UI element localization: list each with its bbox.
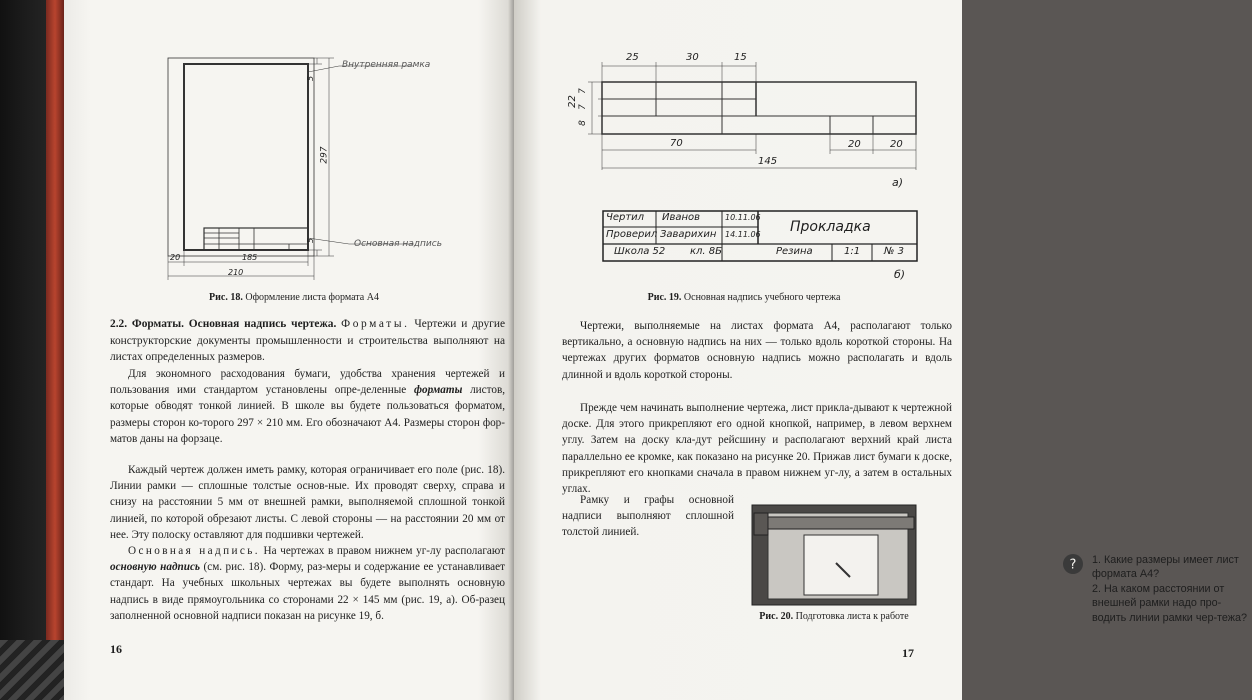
dim-15: 15 <box>734 52 747 63</box>
block-role-checked: Проверил <box>606 229 658 240</box>
figure-19b-label: б) <box>894 268 906 281</box>
figure-19-caption <box>604 292 884 303</box>
right-page <box>514 0 1247 700</box>
svg-text:?: ? <box>1069 557 1077 573</box>
figure-19a-title-block-dimensions <box>577 50 920 180</box>
dim-5-top: 5 <box>306 75 316 82</box>
dim-7a: 7 <box>577 104 588 110</box>
block-role-drawn: Чертил <box>606 212 645 223</box>
dim-8: 8 <box>577 120 588 126</box>
block-scale: 1:1 <box>844 246 861 257</box>
dim-70: 70 <box>670 138 683 149</box>
paragraph-2-text-b: листов, которые обводят тонкой линией. В школе вы будете пользоваться форматом, размеры сторон ко-торого 297 × 210 мм. Его обозначают А4. Размеры сторон фор-матов даны на форзаце. <box>110 384 506 445</box>
block-title: Прокладка <box>790 219 871 235</box>
block-school: Школа 52 <box>614 246 666 257</box>
block-name-checked: Заварихин <box>660 229 717 240</box>
left-page <box>64 0 514 700</box>
dim-20a: 20 <box>848 139 861 150</box>
figure-18-caption <box>164 292 424 303</box>
paragraph-5: Чертежи, выполняемые на листах формата А4, располагают только вертикально, а основную надпись на них — только вдоль короткой стороны. На чертежах других форматов основную надпись можно располагать и вдоль длинной и вдоль короткой стороны. <box>562 320 952 381</box>
dim-185: 185 <box>242 253 258 262</box>
figure-19a-label: а) <box>892 176 904 189</box>
dim-5-bottom: 5 <box>306 237 316 244</box>
term-title-block: Основная надпись. <box>128 545 260 557</box>
block-date-checked: 14.11.06 <box>725 230 761 239</box>
figure-20-board-preparation <box>750 503 920 609</box>
question-1: 1. Какие размеры имеет лист формата А4? <box>1092 554 1239 581</box>
dim-210: 210 <box>228 268 244 277</box>
paragraph-2-text-a: Для экономного расходования бумаги, удобства хранения чертежей и пользования ими стандартом установлены опре-деленные <box>110 368 505 397</box>
paragraph-7: Рамку и графы основной надписи выполняют сплошной толстой линией. <box>562 494 734 539</box>
block-number: № 3 <box>884 246 904 257</box>
question-icon <box>1062 553 1084 575</box>
paragraph-4-text-a: На чертежах в правом нижнем уг-лу располагают <box>263 545 505 557</box>
book-edge <box>0 0 64 700</box>
dim-145: 145 <box>758 156 778 167</box>
review-questions <box>1092 553 1252 625</box>
block-material: Резина <box>776 246 813 257</box>
caption-text: Оформление листа формата А4 <box>245 292 379 303</box>
paragraph-2 <box>110 366 505 447</box>
figure-20-caption <box>754 611 914 623</box>
caption-19-label: Рис. 19. <box>647 292 682 303</box>
inner-frame-label: Внутренняя рамка <box>342 60 431 70</box>
term-formats-italic: форматы <box>413 384 463 397</box>
page-number-left: 16 <box>110 642 122 656</box>
book-spine <box>46 0 64 700</box>
dim-20b: 20 <box>890 139 903 150</box>
caption-19-text: Основная надпись учебного чертежа <box>683 292 841 303</box>
block-name-drawn: Иванов <box>662 212 701 223</box>
dim-297: 297 <box>319 146 330 164</box>
dim-25: 25 <box>626 52 639 63</box>
dim-7b: 7 <box>577 88 588 94</box>
question-2: 2. На каком расстоянии от внешней рамки надо про-водить линии рамки чер-тежа? <box>1092 582 1247 624</box>
caption-20-label: Рис. 20. <box>759 611 794 622</box>
figure-18-sheet-layout <box>164 52 464 284</box>
background-stripe <box>0 640 64 700</box>
paragraph-3: Каждый чертеж должен иметь рамку, которая ограничивает его поле (рис. 18). Линии рамки — сплошные толстые основ-ные. Их проводят сверху, справа и снизу на расстоянии 5 мм от внешней рамки, выполняемой сплошной тонкой линией, по которой обрезают листы. С левой стороны — на расстоянии 20 мм от нее. Эту полоску оставляют для подшивки чертежей. <box>110 464 505 541</box>
page-number-right: 17 <box>902 646 914 660</box>
block-class: кл. 8Б <box>690 246 723 257</box>
paragraph-1: Чертежи и другие конструкторские документы промышленности и строительства выполняют на листах определенных размеров. <box>110 318 506 364</box>
block-date-drawn: 10.11.06 <box>725 213 761 222</box>
term-main-inscription: основную надпись <box>110 561 201 574</box>
dim-30: 30 <box>686 52 699 63</box>
term-formats: Форматы. <box>341 318 410 330</box>
caption-20-text: Подготовка листа к работе <box>795 611 909 622</box>
caption-label: Рис. 18. <box>209 292 243 303</box>
dim-22: 22 <box>566 95 578 108</box>
dim-20: 20 <box>170 253 181 262</box>
section-text-block <box>110 316 505 366</box>
title-block-label: Основная надпись <box>354 239 443 249</box>
paragraph-4 <box>110 543 505 624</box>
section-heading: 2.2. Форматы. Основная надпись чертежа. <box>110 318 337 330</box>
paragraph-6: Прежде чем начинать выполнение чертежа, лист прикла-дывают к чертежной доске. Для этого прикрепляют его одной кнопкой, например, в левом верхнем углу. Затем на доску кла-дут рейсшину и располагают верхний край листа параллельно ее кромке, как показано на рисунке 20. Прижав лист бумаги к доске, прикрепляют его кнопками сначала в правом нижнем уг-лу, а затем в остальных углах. <box>562 402 952 496</box>
paragraph-4-text-b: (см. рис. 18). Форму, раз-меры и содержание ее устанавливает стандарт. На учебных школьных чертежах вы будете выполнять основную надпись в виде прямоугольника со сторонами 22 × 145 мм (рис. 19, а). Об-разец заполненной основной надписи показан на рисунке 19, б. <box>110 561 506 622</box>
